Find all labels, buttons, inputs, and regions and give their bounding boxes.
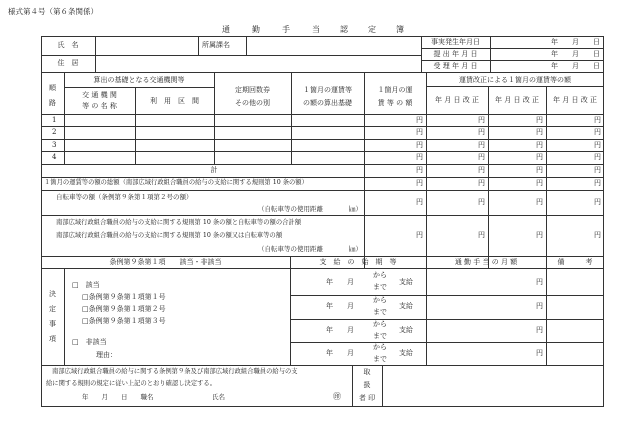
confirmation-text: 給に関する規則の規定に従い上記のとおり確認し決定する。: [46, 380, 217, 387]
monthly-basis-header: １箇月の運賃等: [303, 86, 352, 94]
yen-unit: 円: [536, 326, 543, 334]
name-label: 氏 名: [57, 41, 79, 49]
grid-line: [382, 365, 383, 407]
yen-unit: 円: [536, 116, 543, 124]
decision-side-label: 事: [49, 320, 56, 328]
yen-unit: 円: [416, 116, 423, 124]
bicycle-label: 自転車等の額（条例第９条第１項第２号の額）: [56, 193, 193, 201]
grid-line: [41, 164, 604, 165]
section-header: 利 用 区 間: [150, 97, 199, 105]
yen-unit: 円: [536, 153, 543, 161]
grid-line: [41, 139, 604, 140]
yen-unit: 円: [416, 141, 423, 149]
grid-line: [41, 177, 604, 178]
period-from: から: [373, 343, 387, 351]
grid-line: [426, 256, 427, 365]
yen-unit: 円: [536, 349, 543, 357]
title-char: 勤: [252, 25, 260, 34]
period-year-month: 年 月: [326, 302, 354, 310]
row-number: 1: [52, 116, 57, 124]
yen-unit: 円: [536, 141, 543, 149]
yen-unit: 円: [536, 231, 543, 239]
revision-col-header: 年 月 日 改 正: [495, 96, 539, 104]
yen-unit: 円: [416, 198, 423, 206]
grid-line: [421, 48, 604, 49]
reason-label: 理由：: [96, 351, 117, 359]
grid-line: [426, 86, 604, 87]
period-from: から: [373, 320, 387, 328]
pass-type-header: 定期回数券: [235, 86, 270, 94]
yen-unit: 円: [416, 231, 423, 239]
remarks-header: 備 考: [557, 258, 593, 266]
grid-line: [41, 365, 604, 366]
transport-name-header: 交 通 機 関: [82, 91, 117, 99]
handler-label: 者 印: [358, 394, 376, 402]
combined-distance: （自転車等の使用距離 ㎞）: [258, 245, 362, 253]
allowance-header: 通 勤 手 当 の 月 額: [454, 258, 518, 266]
yen-unit: 円: [536, 278, 543, 286]
grid-line: [546, 86, 547, 268]
grid-line: [64, 87, 214, 88]
yen-unit: 円: [594, 116, 601, 124]
title-char: 簿: [396, 25, 404, 34]
period-year-month: 年 月: [326, 326, 354, 334]
grid-line: [41, 268, 604, 269]
yen-unit: 円: [478, 179, 485, 187]
yen-unit: 円: [594, 179, 601, 187]
date-signature-line: 年 月 日 職名 氏名: [82, 393, 225, 401]
grid-line: [246, 36, 247, 55]
submit-date-value: 年 月 日: [551, 50, 600, 58]
grid-line: [421, 60, 604, 61]
grid-line: [214, 72, 215, 164]
fact-date-value: 年 月 日: [551, 38, 600, 46]
grid-line: [41, 190, 604, 191]
yen-unit: 円: [594, 166, 601, 174]
grid-line: [291, 72, 292, 164]
submit-date-label: 提 出 年 月 日: [433, 50, 478, 58]
yen-unit: 円: [478, 166, 485, 174]
monthly-total-label: １箇月の運賃等の額の総額（南部広域行政組合職員の給与の支給に関する規則第 10 条の額）: [44, 179, 308, 186]
period-header: 支 給 の 始 期 等: [319, 258, 397, 266]
revision-col-header: 年 月 日 改 正: [553, 96, 597, 104]
yen-unit: 円: [416, 166, 423, 174]
period-from: から: [373, 271, 387, 279]
grid-line: [198, 36, 199, 55]
pass-type-header: その他の別: [235, 99, 270, 107]
grid-line: [64, 72, 65, 164]
order-label: 路: [49, 99, 56, 107]
fact-date-label: 事実発生年月日: [431, 38, 480, 46]
yen-unit: 円: [416, 153, 423, 161]
grid-line: [290, 319, 604, 320]
grid-line: [41, 151, 604, 152]
yen-unit: 円: [536, 198, 543, 206]
option-checkbox-3[interactable]: □条例第９条第１項第３号: [82, 317, 166, 325]
period-year-month: 年 月: [326, 278, 354, 286]
yen-unit: 円: [594, 128, 601, 136]
yen-unit: 円: [536, 302, 543, 310]
period-payment: 支給: [399, 302, 413, 310]
grid-line: [41, 55, 421, 56]
grid-line: [290, 342, 604, 343]
yen-unit: 円: [478, 128, 485, 136]
yen-unit: 円: [416, 128, 423, 136]
title-char: 認: [340, 25, 348, 34]
period-payment: 支給: [399, 326, 413, 334]
transport-name-header: 等 の 名 称: [82, 102, 117, 110]
yen-unit: 円: [478, 116, 485, 124]
decision-side-label: 項: [49, 335, 56, 343]
yen-unit: 円: [478, 198, 485, 206]
grid-line: [41, 215, 604, 216]
yen-unit: 円: [594, 198, 601, 206]
option-checkbox-2[interactable]: □条例第９条第１項第２号: [82, 305, 166, 313]
title-char: 定: [368, 25, 376, 34]
order-label: 順: [49, 84, 56, 92]
grid-line: [41, 114, 604, 115]
grid-line: [64, 268, 65, 365]
grid-line: [95, 36, 96, 72]
decision-side-label: 定: [49, 305, 56, 313]
article-header: 条例第９条第１項 該当・非該当: [109, 258, 222, 266]
row-number: 2: [52, 128, 57, 136]
department-label: 所属課名: [202, 41, 230, 49]
form-number: 様式第４号（第６条関係）: [8, 7, 98, 16]
yen-unit: 円: [478, 153, 485, 161]
yen-unit: 円: [536, 179, 543, 187]
title-char: 手: [282, 25, 290, 34]
period-until: まで: [373, 355, 387, 363]
yen-unit: 円: [478, 141, 485, 149]
period-payment: 支給: [399, 349, 413, 357]
grid-line: [41, 126, 604, 127]
total-label: 計: [210, 166, 218, 174]
period-until: まで: [373, 283, 387, 291]
decision-side-label: 決: [49, 290, 56, 298]
combined-label: 南部広域行政組合職員の給与の支給に関する規則第 10 条の額と自転車等の額の合計額: [56, 219, 302, 226]
yen-unit: 円: [478, 231, 485, 239]
period-payment: 支給: [399, 278, 413, 286]
revision-header: 運賃改正による１箇月の運賃等の額: [459, 76, 571, 84]
yen-unit: 円: [594, 153, 601, 161]
yen-unit: 円: [594, 141, 601, 149]
yen-unit: 円: [536, 166, 543, 174]
grid-line: [290, 295, 604, 296]
seal-mark: ㊞: [333, 392, 341, 401]
receive-date-label: 受 理 年 月 日: [433, 62, 478, 70]
row-number: 4: [52, 153, 57, 161]
applicable-checkbox[interactable]: □ 該当: [72, 281, 100, 289]
not-applicable-checkbox[interactable]: □ 非該当: [72, 338, 107, 346]
grid-line: [41, 256, 604, 257]
monthly-basis-header: の額の算出基礎: [303, 99, 352, 107]
handler-label: 扱: [363, 381, 371, 389]
monthly-fare-header: １箇月の運: [377, 86, 413, 94]
title-char: 通: [222, 25, 230, 34]
grid-line: [41, 72, 604, 73]
title-char: 当: [312, 25, 320, 34]
address-label: 住 居: [57, 59, 79, 67]
receive-date-value: 年 月 日: [551, 62, 600, 70]
yen-unit: 円: [416, 179, 423, 187]
period-year-month: 年 月: [326, 349, 354, 357]
handler-label: 取: [363, 368, 371, 376]
bicycle-distance: （自転車等の使用距離 ㎞）: [258, 205, 362, 213]
yen-unit: 円: [594, 231, 601, 239]
confirmation-text: 南部広域行政組合職員の給与に関する条例第９条及び南部広域行政組合職員の給与の支: [52, 368, 298, 375]
revision-col-header: 年 月 日 改 正: [435, 96, 479, 104]
basis-header: 算出の基礎となる交通機関等: [93, 76, 185, 84]
yen-unit: 円: [536, 128, 543, 136]
period-from: から: [373, 296, 387, 304]
period-until: まで: [373, 332, 387, 340]
grid-line: [546, 256, 547, 365]
grid-line: [290, 256, 291, 365]
period-until: まで: [373, 308, 387, 316]
monthly-fare-header: 賃 等 の 額: [377, 99, 413, 107]
combined-label: 南部広域行政組合職員の給与の支給に関する規則第 10 条の額又は自転車等の額: [56, 232, 283, 239]
grid-line: [488, 86, 489, 268]
option-checkbox-1[interactable]: □条例第９条第１項第１号: [82, 293, 166, 301]
row-number: 3: [52, 141, 57, 149]
